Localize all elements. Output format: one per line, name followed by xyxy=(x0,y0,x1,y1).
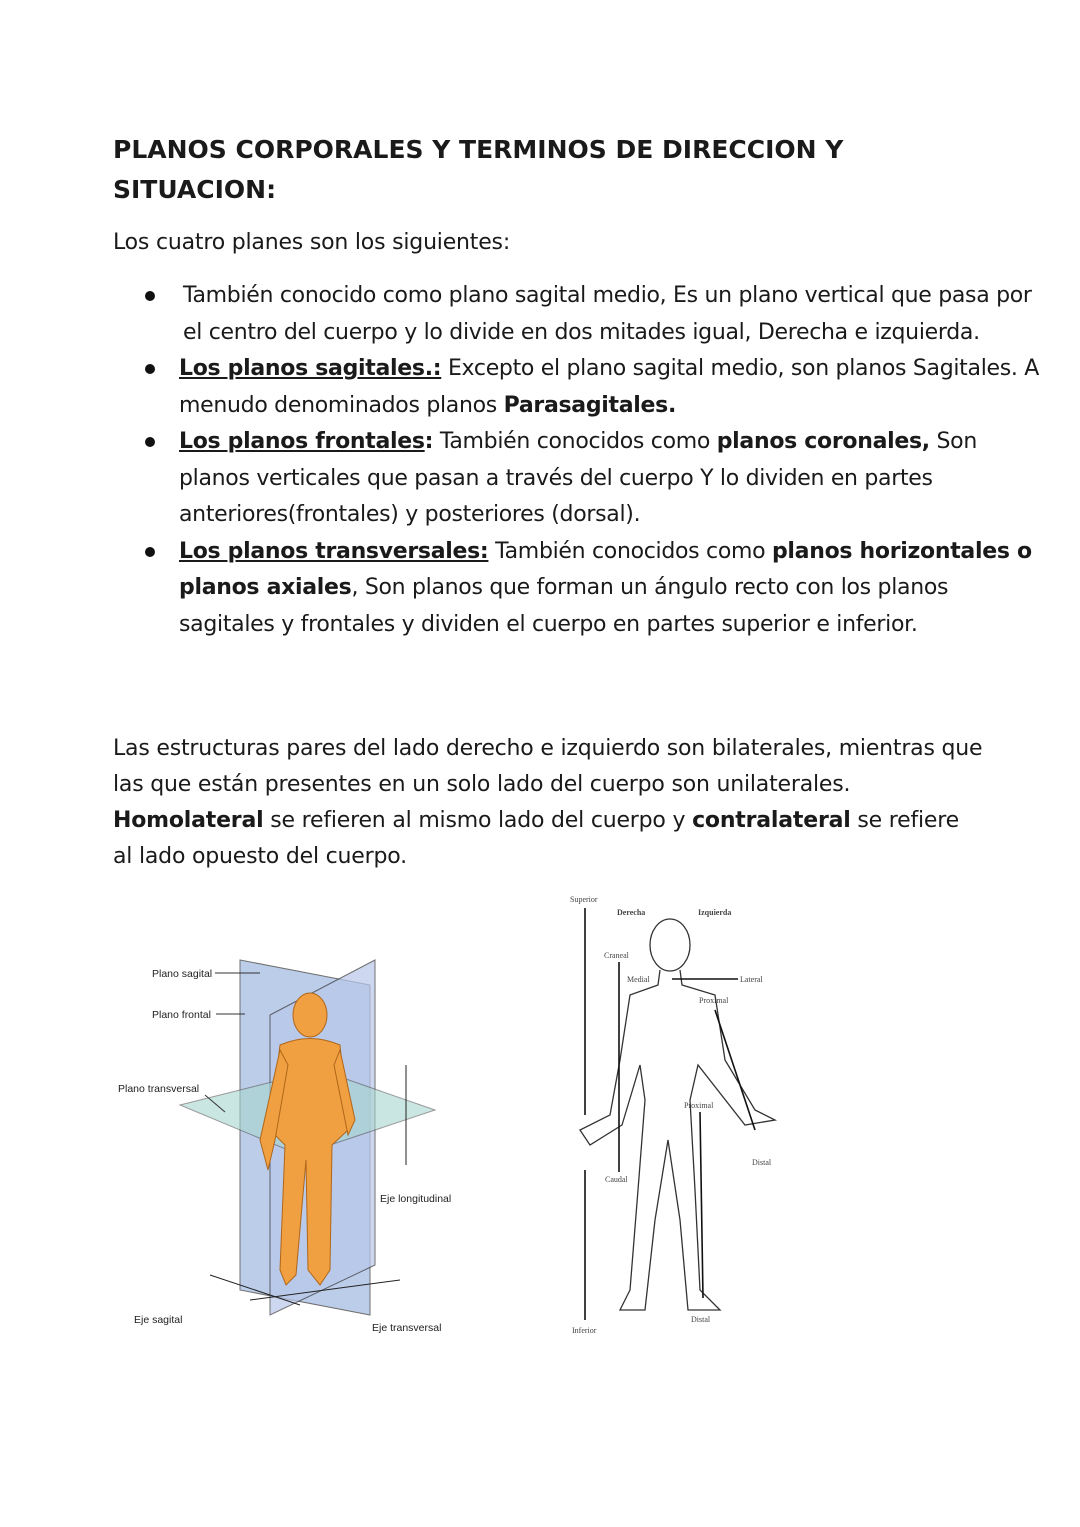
label-medial: Medial xyxy=(627,975,650,984)
label-izquierda: Izquierda xyxy=(698,908,732,917)
list-item xyxy=(179,351,1049,424)
item-heading: Los planos transversales: xyxy=(179,538,489,564)
label-distal-arm: Distal xyxy=(752,1158,772,1167)
item-bold: Parasagitales. xyxy=(503,392,677,418)
label-proximal-leg: Proximal xyxy=(684,1101,714,1110)
para-bold: contralateral xyxy=(692,808,851,833)
label-plano-sagital: Plano sagital xyxy=(152,968,213,980)
body-planes-figure xyxy=(110,940,470,1340)
label-lateral: Lateral xyxy=(740,975,763,984)
item-text: También conocidos como xyxy=(433,429,717,454)
label-superior: Superior xyxy=(570,895,598,904)
item-bold: planos coronales, xyxy=(716,429,930,454)
label-eje-transversal: Eje transversal xyxy=(372,1322,442,1334)
list-item xyxy=(179,278,1049,351)
item-colon: : xyxy=(424,429,434,454)
label-caudal: Caudal xyxy=(605,1175,628,1184)
label-plano-transversal: Plano transversal xyxy=(118,1083,200,1095)
item-text2: Son planos verticales que pasan a través del cuerpo Y lo dividen en partes anteriores(frontales) y posteriores (dorsal). xyxy=(179,429,977,527)
item-text: También conocido como plano sagital medio, Es un plano vertical que pasa por el centro del cuerpo y lo divide en dos mitades igual, Derecha e izquierda. xyxy=(183,283,1032,345)
intro-text: Los cuatro planes son los siguientes: xyxy=(113,230,511,255)
para-text: se refieren al mismo lado del cuerpo y xyxy=(263,808,693,833)
list-item xyxy=(179,534,1049,644)
label-proximal-arm: Proximal xyxy=(699,996,729,1005)
para-text: Las estructuras pares del lado derecho e izquierdo son bilaterales, mientras que las que están presentes en un solo lado del cuerpo son unilaterales. xyxy=(113,736,983,797)
page-title: PLANOS CORPORALES Y TERMINOS DE DIRECCION Y SITUACION: xyxy=(113,135,844,204)
label-eje-sagital: Eje sagital xyxy=(134,1314,183,1326)
item-bold: planos horizontales o planos axiales xyxy=(179,538,1032,600)
item-text: Excepto el plano sagital medio, son planos Sagitales. A menudo denominados planos xyxy=(179,356,1040,418)
list-item xyxy=(179,424,1049,534)
para-text: se refiere al lado opuesto del cuerpo. xyxy=(113,808,959,869)
label-inferior: Inferior xyxy=(572,1326,597,1335)
direction-terms-figure xyxy=(560,890,800,1340)
item-text: También conocidos como xyxy=(488,538,772,564)
item-heading: Los planos frontales xyxy=(179,429,425,454)
laterality-paragraph xyxy=(113,731,983,875)
planes-list xyxy=(113,278,1049,643)
item-text2: , Son planos que forman un ángulo recto con los planos sagitales y frontales y dividen el cuerpo en partes superior e inferior. xyxy=(179,575,949,637)
label-derecha: Derecha xyxy=(617,908,646,917)
label-plano-frontal: Plano frontal xyxy=(152,1009,211,1021)
label-eje-longitudinal: Eje longitudinal xyxy=(380,1193,452,1205)
label-craneal: Craneal xyxy=(604,951,629,960)
label-distal-leg: Distal xyxy=(691,1315,711,1324)
item-heading: Los planos sagitales.: xyxy=(179,356,442,381)
para-bold: Homolateral xyxy=(113,808,264,833)
